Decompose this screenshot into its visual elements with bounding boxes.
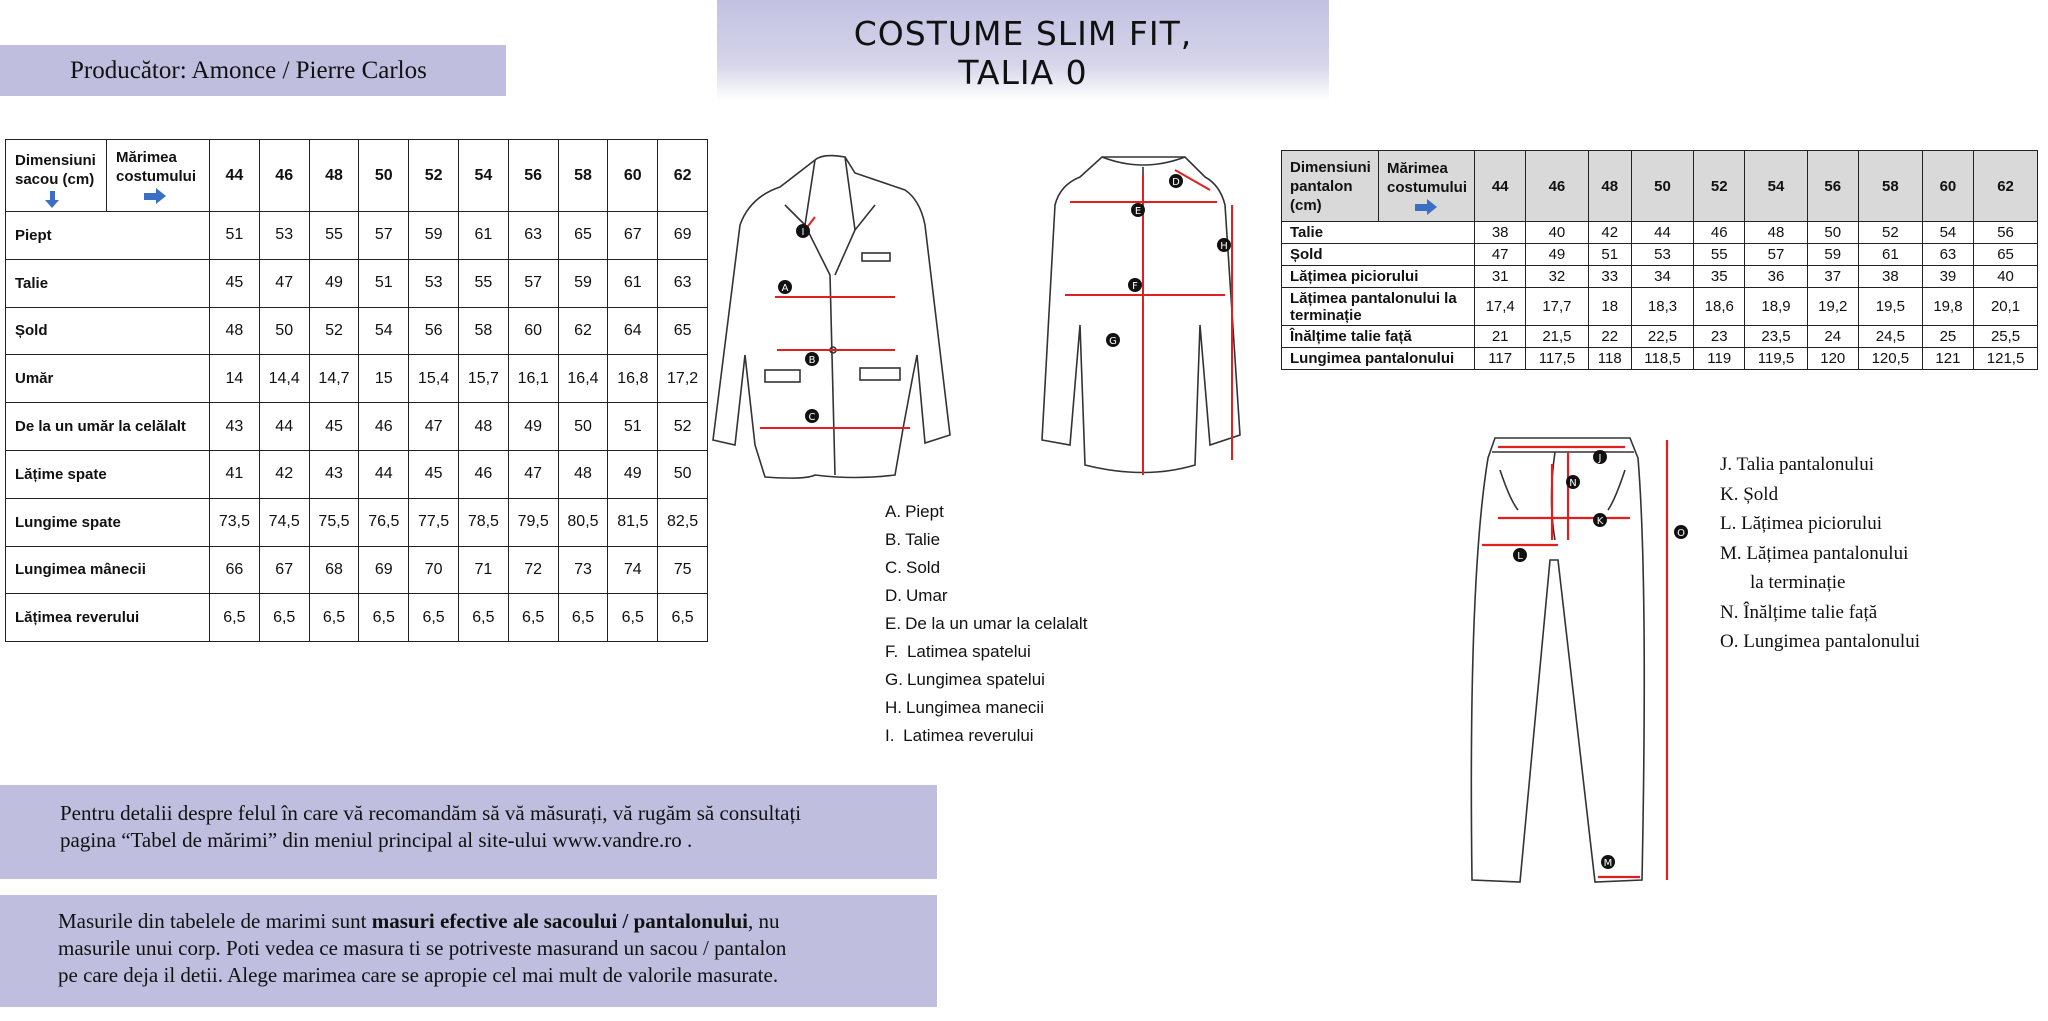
- pants-cell: 55: [1694, 244, 1745, 266]
- title-line-1: COSTUME SLIM FIT,: [853, 14, 1193, 53]
- pants-diagram: [1470, 430, 1700, 890]
- measuring-info-box: [0, 785, 937, 879]
- size-col-header: 52: [409, 140, 459, 212]
- marker-h-label: H: [1220, 241, 1228, 252]
- pants-cell: 42: [1588, 222, 1631, 244]
- jacket-legend-key: B.: [885, 530, 902, 549]
- jacket-cell: 43: [309, 450, 359, 498]
- pants-legend-item: J. Talia pantalonului: [1720, 454, 1874, 475]
- jacket-cell: 51: [359, 259, 409, 307]
- jacket-cell: 59: [558, 259, 608, 307]
- info2-line: pe care deja il detii. Alege marimea care se apropie cel mai mult de valorile masurate.: [58, 963, 779, 987]
- marker-o-label: O: [1677, 528, 1685, 539]
- pants-header-size: [1379, 151, 1475, 222]
- jacket-cell: 57: [359, 212, 409, 260]
- jacket-cell: 72: [508, 546, 558, 594]
- jacket-cell: 55: [309, 212, 359, 260]
- pants-header-size-label: Mărimea costumului: [1387, 159, 1468, 196]
- marker-k-label: K: [1596, 516, 1604, 527]
- jacket-cell: 73,5: [210, 498, 260, 546]
- jacket-legend-text: Sold: [906, 558, 941, 577]
- jacket-cell: 74: [608, 546, 658, 594]
- jacket-cell: 54: [359, 307, 409, 355]
- pants-cell: 20,1: [1974, 287, 2038, 325]
- pants-cell: 18,3: [1631, 287, 1693, 325]
- pants-cell: 36: [1745, 265, 1807, 287]
- jacket-cell: 65: [558, 212, 608, 260]
- jacket-legend-text: De la un umar la celalalt: [905, 614, 1088, 633]
- jacket-cell: 50: [658, 450, 708, 498]
- size-col-header: 44: [210, 140, 260, 212]
- pants-cell: 56: [1974, 222, 2038, 244]
- jacket-cell: 14,7: [309, 355, 359, 403]
- pants-cell: 54: [1922, 222, 1973, 244]
- pants-cell: 52: [1858, 222, 1922, 244]
- jacket-legend-text: Umar: [906, 586, 948, 605]
- jacket-row: [6, 259, 708, 307]
- pants-row-label: Talie: [1282, 222, 1475, 244]
- jacket-cell: 47: [508, 450, 558, 498]
- jacket-row-label: Lungime spate: [6, 498, 210, 546]
- jacket-row: [6, 307, 708, 355]
- pants-cell: 22: [1588, 326, 1631, 348]
- pants-header-dim: [1282, 151, 1379, 222]
- jacket-header-size: [107, 140, 210, 212]
- pants-cell: 18,6: [1694, 287, 1745, 325]
- marker-g-label: G: [1109, 336, 1117, 347]
- jacket-cell: 46: [458, 450, 508, 498]
- jacket-row-label: Lățimea reverului: [6, 594, 210, 642]
- pants-cell: 44: [1631, 222, 1693, 244]
- pants-cell: 31: [1475, 265, 1526, 287]
- title-line-2: TALIA 0: [958, 53, 1088, 92]
- pants-cell: 40: [1526, 222, 1588, 244]
- pants-cell: 120,5: [1858, 348, 1922, 370]
- pants-row-label: Lățimea pantalonului la terminație: [1282, 287, 1475, 325]
- pants-header-row: [1282, 151, 2038, 222]
- marker-a-label: A: [781, 283, 789, 294]
- jacket-cell: 62: [558, 307, 608, 355]
- pants-cell: 40: [1974, 265, 2038, 287]
- jacket-cell: 61: [608, 259, 658, 307]
- pants-cell: 25: [1922, 326, 1973, 348]
- size-col-header: 48: [1588, 151, 1631, 222]
- pants-cell: 121,5: [1974, 348, 2038, 370]
- jacket-legend-item: [885, 638, 1087, 666]
- jacket-cell: 16,8: [608, 355, 658, 403]
- info1-line: pagina “Tabel de mărimi” din meniul principal al site-ului www.vandre.ro .: [60, 828, 693, 852]
- size-col-header: 46: [1526, 151, 1588, 222]
- size-col-header: 46: [259, 140, 309, 212]
- jacket-cell: 75: [658, 546, 708, 594]
- pants-cell: 49: [1526, 244, 1588, 266]
- jacket-row: [6, 546, 708, 594]
- jacket-cell: 66: [210, 546, 260, 594]
- size-col-header: 54: [458, 140, 508, 212]
- pants-cell: 35: [1694, 265, 1745, 287]
- marker-m-label: M: [1603, 858, 1613, 869]
- marker-e-label: E: [1134, 206, 1142, 217]
- jacket-row-label: Lățime spate: [6, 450, 210, 498]
- info2-line: [58, 908, 937, 935]
- size-col-header: 56: [1807, 151, 1858, 222]
- pants-row-label: Șold: [1282, 244, 1475, 266]
- jacket-legend-item: [885, 694, 1087, 722]
- jacket-cell: 52: [309, 307, 359, 355]
- jacket-cell: 6,5: [359, 594, 409, 642]
- pants-row: [1282, 326, 2038, 348]
- jacket-cell: 6,5: [409, 594, 459, 642]
- jacket-legend-item: [885, 722, 1087, 750]
- pants-cell: 117,5: [1526, 348, 1588, 370]
- pants-cell: 46: [1694, 222, 1745, 244]
- pants-legend-item: L. Lățimea piciorului: [1720, 513, 1882, 534]
- jacket-cell: 48: [558, 450, 608, 498]
- jacket-cell: 73: [558, 546, 608, 594]
- pants-size-table: [1281, 150, 2038, 370]
- jacket-legend-item: [885, 666, 1087, 694]
- size-col-header: 58: [1858, 151, 1922, 222]
- jacket-cell: 53: [259, 212, 309, 260]
- jacket-row: [6, 450, 708, 498]
- jacket-header-dim-label: Dimensiuni sacou (cm): [15, 151, 96, 188]
- jacket-legend-key: F.: [885, 642, 899, 661]
- jacket-cell: 74,5: [259, 498, 309, 546]
- jacket-row-label: De la un umăr la celălalt: [6, 403, 210, 451]
- jacket-cell: 45: [309, 403, 359, 451]
- pants-row: [1282, 265, 2038, 287]
- jacket-cell: 55: [458, 259, 508, 307]
- jacket-cell: 6,5: [658, 594, 708, 642]
- pants-cell: 24,5: [1858, 326, 1922, 348]
- pants-cell: 65: [1974, 244, 2038, 266]
- pants-cell: 25,5: [1974, 326, 2038, 348]
- jacket-legend-key: D.: [885, 586, 902, 605]
- jacket-cell: 14: [210, 355, 260, 403]
- arrow-right-icon: [1415, 200, 1437, 214]
- jacket-row: [6, 498, 708, 546]
- jacket-cell: 67: [259, 546, 309, 594]
- garment-measures-note: [0, 895, 937, 1007]
- jacket-row: [6, 594, 708, 642]
- pants-cell: 18: [1588, 287, 1631, 325]
- jacket-cell: 81,5: [608, 498, 658, 546]
- arrow-right-icon: [144, 189, 166, 203]
- pants-cell: 117: [1475, 348, 1526, 370]
- size-col-header: 48: [309, 140, 359, 212]
- size-col-header: 52: [1694, 151, 1745, 222]
- pants-legend-item: M. Lățimea pantalonului: [1720, 542, 1909, 564]
- jacket-cell: 75,5: [309, 498, 359, 546]
- pants-cell: 118,5: [1631, 348, 1693, 370]
- pants-row-label: Lățimea piciorului: [1282, 265, 1475, 287]
- jacket-cell: 47: [259, 259, 309, 307]
- jacket-cell: 71: [458, 546, 508, 594]
- arrow-down-icon: [47, 191, 57, 201]
- size-col-header: 54: [1745, 151, 1807, 222]
- jacket-cell: 64: [608, 307, 658, 355]
- jacket-legend-key: H.: [885, 698, 902, 717]
- jacket-cell: 78,5: [458, 498, 508, 546]
- pants-cell: 39: [1922, 265, 1973, 287]
- marker-i-label: I: [801, 227, 805, 238]
- jacket-cell: 52: [658, 403, 708, 451]
- pants-cell: 32: [1526, 265, 1588, 287]
- size-col-header: 58: [558, 140, 608, 212]
- producer-banner: [0, 45, 506, 96]
- jacket-row-label: Piept: [6, 212, 210, 260]
- jacket-legend-item: [885, 610, 1087, 638]
- jacket-front-drawing: [713, 156, 950, 479]
- pants-cell: 19,8: [1922, 287, 1973, 325]
- jacket-cell: 6,5: [508, 594, 558, 642]
- marker-c-label: C: [808, 412, 816, 423]
- marker-l-label: L: [1517, 551, 1523, 562]
- jacket-cell: 49: [309, 259, 359, 307]
- marker-j-label: J: [1598, 453, 1602, 464]
- jacket-cell: 15,7: [458, 355, 508, 403]
- jacket-cell: 65: [658, 307, 708, 355]
- jacket-cell: 67: [608, 212, 658, 260]
- jacket-cell: 15: [359, 355, 409, 403]
- pants-cell: 38: [1475, 222, 1526, 244]
- pants-row: [1282, 244, 2038, 266]
- jacket-legend-key: E.: [885, 614, 902, 633]
- jacket-row-label: Șold: [6, 307, 210, 355]
- jacket-cell: 50: [259, 307, 309, 355]
- jacket-cell: 17,2: [658, 355, 708, 403]
- pants-cell: 17,4: [1475, 287, 1526, 325]
- info1-line: Pentru detalii despre felul în care vă recomandăm să vă măsurați, vă rugăm să consultați: [60, 801, 802, 825]
- jacket-cell: 45: [409, 450, 459, 498]
- jacket-cell: 60: [508, 307, 558, 355]
- jacket-header-dim: [6, 140, 107, 212]
- jacket-legend-key: I.: [885, 726, 895, 745]
- pants-legend: [1720, 450, 1920, 657]
- marker-d-label: D: [1172, 177, 1180, 188]
- size-col-header: 62: [658, 140, 708, 212]
- pants-cell: 48: [1745, 222, 1807, 244]
- jacket-row: [6, 212, 708, 260]
- jacket-legend-item: [885, 554, 1087, 582]
- jacket-legend-text: Latimea spatelui: [902, 642, 1031, 661]
- jacket-legend-text: Piept: [905, 502, 944, 521]
- jacket-cell: 53: [409, 259, 459, 307]
- pants-cell: 21: [1475, 326, 1526, 348]
- jacket-header-row: [6, 140, 708, 212]
- pants-legend-item: K. Șold: [1720, 483, 1779, 505]
- jacket-cell: 51: [210, 212, 260, 260]
- jacket-row-label: Talie: [6, 259, 210, 307]
- pants-row-label: Lungimea pantalonului: [1282, 348, 1475, 370]
- jacket-cell: 48: [458, 403, 508, 451]
- pants-cell: 119,5: [1745, 348, 1807, 370]
- jacket-cell: 14,4: [259, 355, 309, 403]
- pants-cell: 21,5: [1526, 326, 1588, 348]
- jacket-cell: 61: [458, 212, 508, 260]
- jacket-cell: 56: [409, 307, 459, 355]
- jacket-cell: 16,4: [558, 355, 608, 403]
- jacket-cell: 57: [508, 259, 558, 307]
- jacket-legend: [885, 498, 1087, 750]
- jacket-row: [6, 403, 708, 451]
- jacket-cell: 6,5: [608, 594, 658, 642]
- pants-cell: 61: [1858, 244, 1922, 266]
- page-title: [717, 0, 1329, 100]
- pants-cell: 17,7: [1526, 287, 1588, 325]
- jacket-cell: 6,5: [458, 594, 508, 642]
- pants-cell: 47: [1475, 244, 1526, 266]
- pants-legend-item: N. Înălțime talie față: [1720, 601, 1878, 623]
- pants-row: [1282, 287, 2038, 325]
- jacket-legend-item: [885, 498, 1087, 526]
- jacket-cell: 6,5: [309, 594, 359, 642]
- pants-cell: 34: [1631, 265, 1693, 287]
- jacket-cell: 69: [658, 212, 708, 260]
- pants-cell: 24: [1807, 326, 1858, 348]
- jacket-diagram: [705, 145, 1250, 485]
- pants-cell: 38: [1858, 265, 1922, 287]
- jacket-cell: 48: [210, 307, 260, 355]
- jacket-cell: 45: [210, 259, 260, 307]
- info2-line1-post: , nu: [748, 909, 780, 933]
- jacket-cell: 6,5: [558, 594, 608, 642]
- pants-cell: 37: [1807, 265, 1858, 287]
- jacket-cell: 51: [608, 403, 658, 451]
- pants-cell: 120: [1807, 348, 1858, 370]
- pants-cell: 118: [1588, 348, 1631, 370]
- jacket-cell: 63: [658, 259, 708, 307]
- jacket-cell: 77,5: [409, 498, 459, 546]
- jacket-cell: 49: [508, 403, 558, 451]
- jacket-cell: 63: [508, 212, 558, 260]
- size-col-header: 62: [1974, 151, 2038, 222]
- size-col-header: 60: [1922, 151, 1973, 222]
- jacket-cell: 46: [359, 403, 409, 451]
- jacket-cell: 16,1: [508, 355, 558, 403]
- pants-cell: 57: [1745, 244, 1807, 266]
- pants-drawing: [1471, 438, 1644, 882]
- jacket-legend-key: A.: [885, 502, 902, 521]
- jacket-legend-key: G.: [885, 670, 903, 689]
- pants-cell: 18,9: [1745, 287, 1807, 325]
- jacket-row-label: Lungimea mânecii: [6, 546, 210, 594]
- size-col-header: 50: [1631, 151, 1693, 222]
- pants-cell: 121: [1922, 348, 1973, 370]
- pants-cell: 19,2: [1807, 287, 1858, 325]
- size-col-header: 50: [359, 140, 409, 212]
- jacket-cell: 58: [458, 307, 508, 355]
- jacket-cell: 49: [608, 450, 658, 498]
- pants-cell: 23: [1694, 326, 1745, 348]
- jacket-cell: 68: [309, 546, 359, 594]
- pants-row-label: Înălțime talie față: [1282, 326, 1475, 348]
- jacket-cell: 82,5: [658, 498, 708, 546]
- pants-cell: 22,5: [1631, 326, 1693, 348]
- pants-cell: 23,5: [1745, 326, 1807, 348]
- pants-cell: 19,5: [1858, 287, 1922, 325]
- jacket-cell: 47: [409, 403, 459, 451]
- size-col-header: 60: [608, 140, 658, 212]
- jacket-cell: 70: [409, 546, 459, 594]
- pants-row: [1282, 222, 2038, 244]
- pants-cell: 33: [1588, 265, 1631, 287]
- pants-row: [1282, 348, 2038, 370]
- jacket-cell: 15,4: [409, 355, 459, 403]
- jacket-legend-text: Lungimea manecii: [906, 698, 1044, 717]
- size-col-header: 44: [1475, 151, 1526, 222]
- jacket-cell: 42: [259, 450, 309, 498]
- jacket-cell: 76,5: [359, 498, 409, 546]
- pants-cell: 51: [1588, 244, 1631, 266]
- jacket-legend-text: Latimea reverului: [898, 726, 1034, 745]
- jacket-cell: 59: [409, 212, 459, 260]
- jacket-size-table: [5, 139, 708, 642]
- pants-legend-item: O. Lungimea pantalonului: [1720, 631, 1920, 652]
- jacket-legend-text: Lungimea spatelui: [906, 670, 1045, 689]
- jacket-cell: 41: [210, 450, 260, 498]
- pants-legend-item: la terminație: [1750, 572, 1846, 593]
- jacket-row-label: Umăr: [6, 355, 210, 403]
- jacket-cell: 43: [210, 403, 260, 451]
- info2-line: masurile unui corp. Poti vedea ce masura ti se potriveste masurand un sacou / pantalon: [58, 936, 787, 960]
- jacket-cell: 79,5: [508, 498, 558, 546]
- pants-cell: 63: [1922, 244, 1973, 266]
- pants-cell: 59: [1807, 244, 1858, 266]
- pants-cell: 119: [1694, 348, 1745, 370]
- pants-marker-group: [1513, 450, 1688, 869]
- jacket-header-size-label: Mărimea costumului: [116, 149, 197, 185]
- jacket-legend-item: [885, 526, 1087, 554]
- jacket-cell: 69: [359, 546, 409, 594]
- marker-f-label: F: [1132, 281, 1138, 292]
- jacket-cell: 6,5: [259, 594, 309, 642]
- jacket-cell: 80,5: [558, 498, 608, 546]
- producer-text: Producător: Amonce / Pierre Carlos: [70, 56, 427, 84]
- size-col-header: 56: [508, 140, 558, 212]
- jacket-marker-group: [778, 174, 1231, 423]
- jacket-cell: 6,5: [210, 594, 260, 642]
- marker-b-label: B: [808, 355, 816, 366]
- info2-line1-pre: Masurile din tabelele de marimi sunt: [58, 909, 372, 933]
- pants-cell: 50: [1807, 222, 1858, 244]
- pants-header-dim-label: Dimensiuni pantalon (cm): [1290, 158, 1371, 214]
- pants-cell: 53: [1631, 244, 1693, 266]
- jacket-legend-item: [885, 582, 1087, 610]
- info2-line1-bold: masuri efective ale sacoului / pantalonului: [371, 909, 749, 933]
- marker-n-label: N: [1569, 478, 1577, 489]
- jacket-row: [6, 355, 708, 403]
- jacket-legend-text: Talie: [905, 530, 941, 549]
- jacket-cell: 44: [259, 403, 309, 451]
- jacket-legend-key: C.: [885, 558, 902, 577]
- jacket-cell: 44: [359, 450, 409, 498]
- pants-measure-lines: [1480, 440, 1667, 880]
- jacket-cell: 50: [558, 403, 608, 451]
